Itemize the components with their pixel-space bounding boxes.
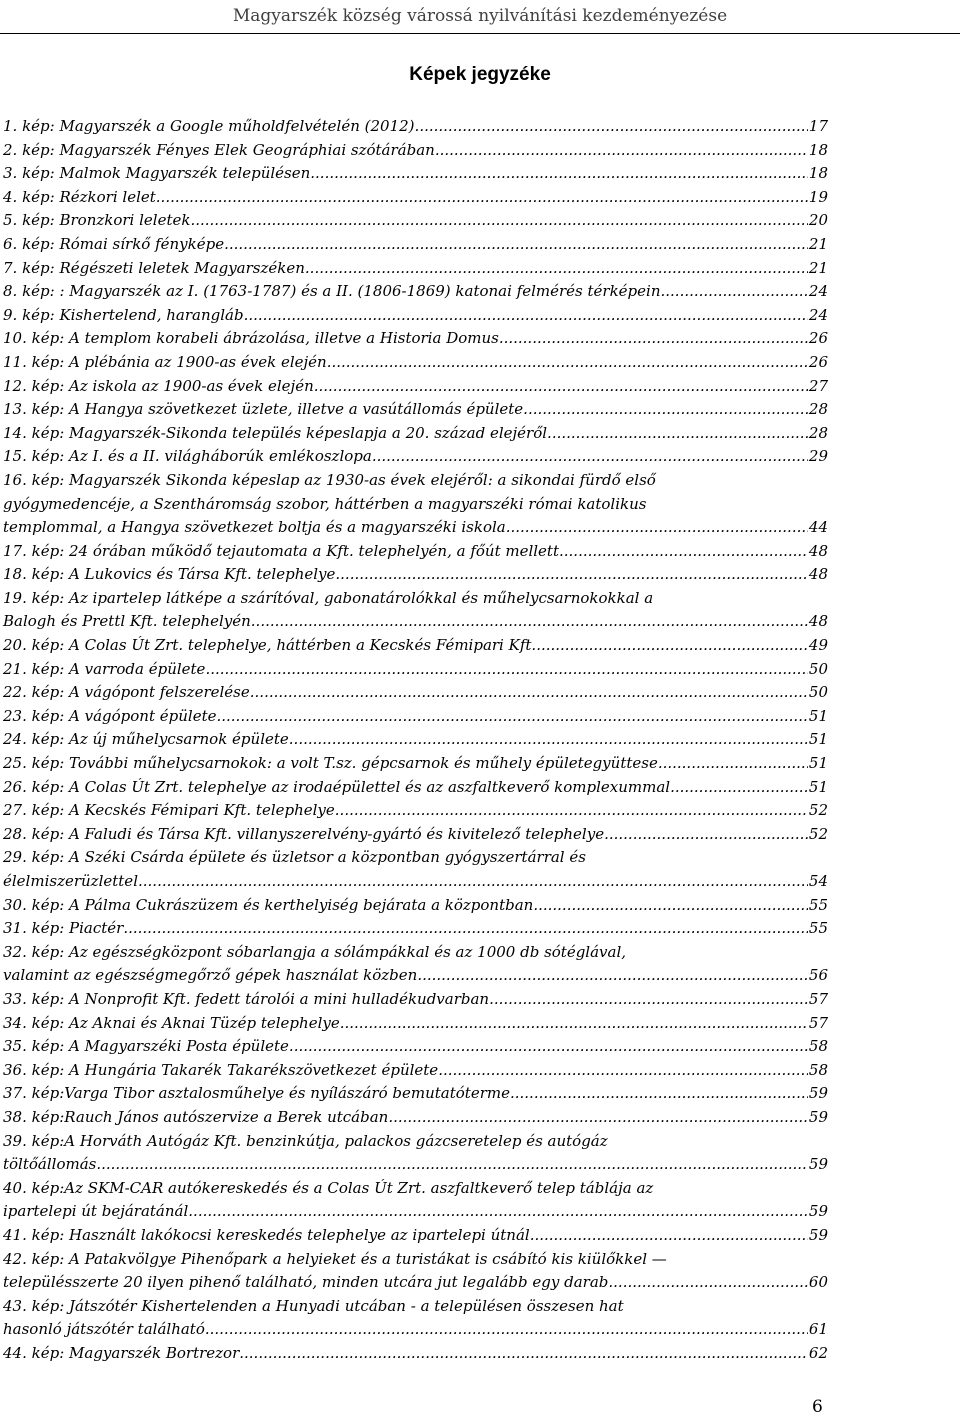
list-item[interactable] (3, 776, 828, 800)
list-item-text: 15. kép: Az I. és a II. világháborúk emlékoszlopa (3, 447, 372, 466)
list-item-page: 44 (808, 518, 828, 537)
dot-leader (604, 823, 808, 847)
dot-leader (205, 658, 807, 682)
dot-leader (239, 1342, 808, 1366)
dot-leader (372, 445, 808, 469)
list-item[interactable] (3, 540, 828, 564)
list-item[interactable] (3, 1012, 828, 1036)
list-item-page: 24 (808, 282, 828, 301)
dot-leader (244, 304, 808, 328)
list-item-page: 59 (808, 1202, 828, 1221)
list-item[interactable] (3, 186, 828, 210)
list-item[interactable] (3, 257, 828, 281)
list-item[interactable] (3, 823, 828, 847)
list-item-text: 36. kép: A Hungária Takarék Takarékszövetkezet épülete (3, 1060, 439, 1079)
list-item-page: 26 (808, 352, 828, 371)
list-item[interactable] (3, 1248, 828, 1295)
list-item-text: 5. kép: Bronzkori leletek (3, 211, 191, 230)
list-item-text: 20. kép: A Colas Út Zrt. telephelye, háttérben a Kecskés Fémipari Kft (3, 636, 532, 655)
dot-leader (310, 162, 808, 186)
dot-leader (510, 1082, 808, 1106)
list-item[interactable] (3, 681, 828, 705)
list-item-text: 3. kép: Malmok Magyarszék településen (3, 164, 311, 183)
list-item-text: ipartelepi út bejáratánál (3, 1202, 189, 1221)
dot-leader (123, 917, 808, 941)
list-item-text: 27. kép: A Kecskés Fémipari Kft. telephelye (3, 801, 335, 820)
list-item-page: 58 (808, 1060, 828, 1079)
list-item-page: 28 (808, 400, 828, 419)
dot-leader (224, 233, 808, 257)
list-item-text-line: 43. kép: Játszótér Kishertelenden a Hunyadi utcában - a településen összesen hat (3, 1296, 624, 1315)
list-item-page: 51 (808, 777, 828, 796)
list-item[interactable] (3, 894, 828, 918)
list-item-text: 37. kép:Varga Tibor asztalosműhelye és nyílászáró bemutatóterme (3, 1084, 510, 1103)
dot-leader (251, 610, 808, 634)
list-item-page: 59 (808, 1107, 828, 1126)
dot-leader (289, 1035, 808, 1059)
list-item-text: 28. kép: A Faludi és Társa Kft. villanyszerelvény-gyártó és kivitelező telephelye (3, 824, 605, 843)
dot-leader (415, 115, 808, 139)
list-item[interactable] (3, 587, 828, 634)
list-item-text: 14. kép: Magyarszék-Sikonda település képeslapja a 20. század elejéről (3, 423, 548, 442)
list-item[interactable] (3, 705, 828, 729)
list-item-text: 10. kép: A templom korabeli ábrázolása, illetve a Historia Domus (3, 329, 499, 348)
list-item[interactable] (3, 752, 828, 776)
list-item-text-line: gyógymedencéje, a Szentháromság szobor, háttérben a magyarszéki római katolikus (3, 494, 647, 513)
list-item-text: településszerte 20 ilyen pihenő található, minden utcára jut legalább egy darab (3, 1273, 609, 1292)
list-item-page: 51 (808, 706, 828, 725)
list-item-text: hasonló játszótér található (3, 1320, 205, 1339)
dot-leader (438, 1059, 808, 1083)
dot-leader (388, 1106, 808, 1130)
dot-leader (547, 422, 808, 446)
dot-leader (658, 752, 808, 776)
list-item-text: 22. kép: A vágópont felszerelése (3, 683, 250, 702)
list-item-text: 35. kép: A Magyarszéki Posta épülete (3, 1037, 289, 1056)
list-item-text: templommal, a Hangya szövetkezet boltja és a magyarszéki iskola (3, 518, 506, 537)
list-item-text: 9. kép: Kishertelend, harangláb (3, 305, 244, 324)
list-item-page: 58 (808, 1037, 828, 1056)
list-item-text: 8. kép: : Magyarszék az I. (1763-1787) és a II. (1806-1869) katonai felmérés térképein (3, 282, 661, 301)
list-item-text: 24. kép: Az új műhelycsarnok épülete (3, 730, 289, 749)
list-item-page: 59 (808, 1155, 828, 1174)
list-item-page: 51 (808, 730, 828, 749)
list-item-text: 1. kép: Magyarszék a Google műholdfelvételén (2012) (3, 117, 415, 135)
list-item-text: 12. kép: Az iskola az 1900-as évek elején (3, 376, 314, 395)
list-item-text: 33. kép: A Nonprofit Kft. fedett tárolói a mini hulladékudvarban (3, 989, 490, 1008)
list-item-page: 50 (808, 659, 828, 678)
list-item-text: 2. kép: Magyarszék Fényes Elek Geográphiai szótárában (3, 140, 435, 159)
dot-leader (335, 799, 808, 823)
dot-leader (96, 1153, 808, 1177)
list-item-page: 27 (808, 376, 828, 395)
dot-leader (559, 540, 808, 564)
list-item-page: 21 (808, 234, 828, 253)
list-item-text: 44. kép: Magyarszék Bortrezor (3, 1343, 240, 1362)
list-item[interactable] (3, 469, 828, 540)
list-item-page: 21 (808, 258, 828, 277)
list-item-text: 23. kép: A vágópont épülete (3, 706, 217, 725)
list-item-text-line: 29. kép: A Széki Csárda épülete és üzletsor a központban gyógyszertárral és (3, 848, 586, 867)
list-item-page: 28 (808, 423, 828, 442)
list-item-text: valamint az egészségmegőrző gépek használat közben (3, 966, 418, 985)
dot-leader (188, 1200, 808, 1224)
dot-leader (250, 681, 808, 705)
list-item-text: 4. kép: Rézkori lelet (3, 187, 156, 206)
list-item-text: 31. kép: Piactér (3, 919, 124, 938)
list-item[interactable] (3, 1177, 828, 1224)
list-item-page: 57 (808, 989, 828, 1008)
list-item-text: 30. kép: A Pálma Cukrászüzem és kerthelyiség bejárata a központban (3, 895, 534, 914)
list-item[interactable] (3, 1106, 828, 1130)
list-item-text-line: 16. kép: Magyarszék Sikonda képeslap az 1930-as évek elejéről: a sikondai fürdő első (3, 470, 656, 489)
list-item-page: 24 (808, 305, 828, 324)
list-item[interactable] (3, 917, 828, 941)
list-item[interactable] (3, 1130, 828, 1177)
list-item[interactable] (3, 799, 828, 823)
list-item-page: 52 (808, 801, 828, 820)
list-item-page: 62 (808, 1343, 828, 1362)
list-item[interactable] (3, 398, 828, 422)
list-item[interactable] (3, 1035, 828, 1059)
page-number: 6 (812, 1397, 823, 1417)
list-item[interactable] (3, 115, 828, 139)
list-item[interactable] (3, 563, 828, 587)
list-item-page: 55 (808, 919, 828, 938)
list-item-page: 59 (808, 1225, 828, 1244)
list-item[interactable] (3, 1224, 828, 1248)
dot-leader (190, 209, 807, 233)
list-item-page: 19 (808, 187, 828, 206)
list-item-page: 48 (808, 541, 828, 560)
list-item[interactable] (3, 375, 828, 399)
list-item-text: 26. kép: A Colas Út Zrt. telephelye az irodaépülettel és az aszfaltkeverő komplexummal (3, 777, 671, 796)
list-item[interactable] (3, 445, 828, 469)
list-item-page: 50 (808, 683, 828, 702)
list-item-page: 49 (808, 636, 828, 655)
list-item-text: 41. kép: Használt lakókocsi kereskedés telephelye az ipartelepi útnál (3, 1225, 530, 1244)
list-item-text: 17. kép: 24 órában működő tejautomata a Kft. telephelyén, a főút mellett (3, 541, 559, 560)
list-item-page: 17 (808, 117, 828, 135)
dot-leader (335, 563, 808, 587)
dot-leader (314, 375, 808, 399)
list-item-text: 34. kép: Az Aknai és Aknai Tüzép telephelye (3, 1013, 340, 1032)
dot-leader (531, 634, 807, 658)
list-item-page: 20 (808, 211, 828, 230)
dot-leader (506, 516, 808, 540)
list-item-text: 13. kép: A Hangya szövetkezet üzlete, illetve a vasútállomás épülete (3, 400, 524, 419)
list-item-page: 18 (808, 140, 828, 159)
list-item-page: 59 (808, 1084, 828, 1103)
dot-leader (489, 988, 808, 1012)
header-rule (0, 33, 960, 34)
list-item[interactable] (3, 846, 828, 893)
dot-leader (499, 327, 808, 351)
list-item-page: 57 (808, 1013, 828, 1032)
list-item[interactable] (3, 162, 828, 186)
list-item-page: 26 (808, 329, 828, 348)
dot-leader (327, 351, 808, 375)
list-item[interactable] (3, 209, 828, 233)
dot-leader (156, 186, 808, 210)
list-item-page: 48 (808, 612, 828, 631)
list-item-text-line: 32. kép: Az egészségközpont sóbarlangja a sólámpákkal és az 1000 db sótéglával, (3, 942, 627, 961)
list-item-page: 48 (808, 565, 828, 584)
list-item-text-line: 39. kép:A Horváth Autógáz Kft. benzinkútja, palackos gázcseretelep és autógáz (3, 1131, 608, 1150)
dot-leader (305, 257, 808, 281)
dot-leader (205, 1318, 808, 1342)
list-item-text: 7. kép: Régészeti leletek Magyarszéken (3, 258, 305, 277)
list-item-text: töltőállomás (3, 1155, 97, 1174)
list-item[interactable] (3, 728, 828, 752)
page-title: Képek jegyzéke (409, 64, 551, 85)
list-item[interactable] (3, 233, 828, 257)
list-item-page: 61 (808, 1320, 828, 1339)
dot-leader (523, 398, 808, 422)
list-item[interactable] (3, 988, 828, 1012)
dot-leader (661, 280, 808, 304)
dot-leader (417, 964, 808, 988)
dot-leader (670, 776, 808, 800)
dot-leader (533, 894, 808, 918)
list-item-page: 60 (808, 1273, 828, 1292)
list-item-text: 21. kép: A varroda épülete (3, 659, 206, 678)
list-item[interactable] (3, 1059, 828, 1083)
running-header: Magyarszék község várossá nyilvánítási kezdeményezése (232, 6, 728, 26)
list-item-text: 11. kép: A plébánia az 1900-as évek elején (3, 352, 327, 371)
dot-leader (289, 728, 808, 752)
list-item-text-line: 42. kép: A Patakvölgye Pihenőpark a helyieket és a turistákat is csábító kis kiülőkkel — (3, 1249, 667, 1268)
dot-leader (340, 1012, 808, 1036)
list-item[interactable] (3, 1295, 828, 1342)
dot-leader (530, 1224, 808, 1248)
list-item-page: 51 (808, 754, 828, 773)
list-item-page: 54 (808, 872, 828, 890)
list-item[interactable] (3, 1082, 828, 1106)
list-item[interactable] (3, 351, 828, 375)
list-item-page: 52 (808, 824, 828, 843)
list-item-text: 6. kép: Római sírkő fényképe (3, 234, 225, 253)
list-item-text: 18. kép: A Lukovics és Társa Kft. telephelye (3, 565, 336, 584)
list-item[interactable] (3, 304, 828, 328)
list-item-text-line: 19. kép: Az ipartelep látképe a szárítóval, gabonatárolókkal és műhelycsarnokokkal a (3, 588, 654, 607)
list-item-text-line: 40. kép:Az SKM-CAR autókereskedés és a Colas Út Zrt. aszfaltkeverő telep táblája az (3, 1178, 654, 1197)
list-item[interactable] (3, 941, 828, 988)
dot-leader (138, 870, 808, 894)
list-item[interactable] (3, 422, 828, 446)
list-item-text: élelmiszerüzlettel (3, 872, 138, 890)
list-item[interactable] (3, 139, 828, 163)
list-item-page: 29 (808, 447, 828, 466)
list-item-page: 56 (808, 966, 828, 985)
list-item-text: 25. kép: További műhelycsarnokok: a volt T.sz. gépcsarnok és műhely épületegyüttese (3, 754, 658, 773)
list-item[interactable] (3, 280, 828, 304)
list-item-page: 55 (808, 895, 828, 914)
list-item[interactable] (3, 634, 828, 658)
list-item-text: 38. kép:Rauch János autószervize a Berek utcában (3, 1107, 389, 1126)
list-item[interactable] (3, 1342, 828, 1366)
list-item[interactable] (3, 658, 828, 682)
dot-leader (435, 139, 808, 163)
list-item-page: 18 (808, 164, 828, 183)
figure-list (3, 115, 828, 1365)
dot-leader (608, 1271, 808, 1295)
list-item[interactable] (3, 327, 828, 351)
dot-leader (216, 705, 807, 729)
list-item-text: Balogh és Prettl Kft. telephelyén (3, 612, 251, 631)
